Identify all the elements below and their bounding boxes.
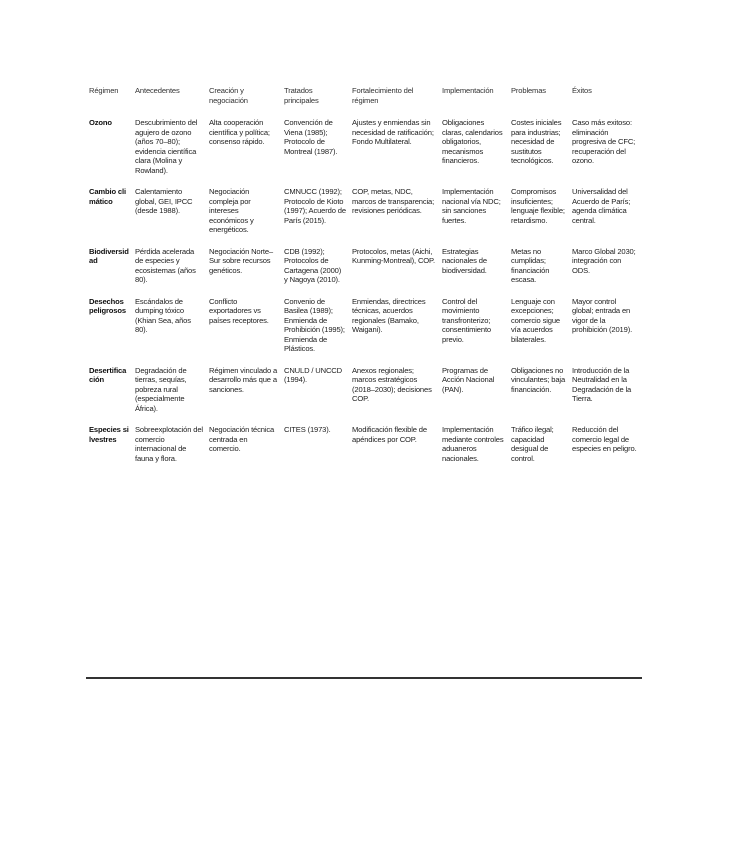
table-cell: Pérdida acelerada de especies y ecosistemas (años 80). — [135, 246, 196, 284]
table-cell: Negociación compleja por intereses económicos y energéticos. — [209, 187, 254, 234]
table-row — [86, 247, 642, 297]
regime-name-cell: Biodiversidad — [89, 246, 129, 265]
table-cell: Costes iniciales para industrias; necesidad de sustitutos tecnológicos. — [511, 118, 562, 165]
table-cell: Calentamiento global, GEI, IPCC (desde 1988). — [135, 187, 193, 215]
table-cell: CDB (1992); Protocolos de Cartagena (2000) y Nagoya (2010). — [284, 246, 342, 284]
header-cell: Creación y negociación — [209, 86, 248, 105]
table-cell: Metas no cumplidas; financiación escasa. — [511, 246, 550, 284]
table-row — [86, 118, 642, 187]
table-cell: Reducción del comercio legal de especies en peligro. — [572, 425, 637, 453]
table-cell: Alta cooperación científica y política; consenso rápido. — [209, 118, 270, 146]
table-cell: Obligaciones claras, calendarios obligatorios, mecanismos financieros. — [442, 118, 503, 165]
table-cell: Convenio de Basilea (1989); Enmienda de Prohibición (1995); Enmienda de Plásticos. — [284, 296, 345, 353]
header-cell: Éxitos — [572, 86, 592, 95]
table-cell: Sobreexplotación del comercio internacional de fauna y flora. — [135, 425, 203, 463]
table-cell: Negociación Norte–Sur sobre recursos genéticos. — [209, 246, 273, 275]
header-cell: Régimen — [89, 86, 119, 95]
regimes-table — [86, 86, 642, 475]
table-row — [86, 297, 642, 366]
table-cell: Enmiendas, directrices técnicas, acuerdos regionales (Bamako, Waigani). — [352, 296, 426, 334]
table-cell: Implementación nacional vía NDC; sin sanciones fuertes. — [442, 187, 501, 225]
table-cell: Programas de Acción Nacional (PAN). — [442, 365, 495, 394]
horizontal-rule — [86, 677, 642, 679]
header-cell: Problemas — [511, 86, 546, 95]
table-cell: Degradación de tierras, sequías, pobreza rural (especialmente África). — [135, 365, 187, 413]
table-cell: Estrategias nacionales de biodiversidad. — [442, 246, 487, 275]
table-cell: CMNUCC (1992); Protocolo de Kioto (1997); Acuerdo de París (2015). — [284, 187, 346, 225]
table-body — [86, 118, 642, 475]
table-cell: Modificación flexible de apéndices por COP. — [352, 425, 427, 444]
table-cell: Control del movimiento transfronterizo; consentimiento previo. — [442, 296, 491, 344]
table-cell: Escándalos de dumping tóxico (Khian Sea, años 80). — [135, 296, 191, 334]
table-cell: Descubrimiento del agujero de ozono (años 70–80); evidencia científica clara (Molina y Rowland). — [135, 118, 198, 175]
table-cell: Marco Global 2030; integración con ODS. — [572, 246, 636, 275]
table-cell: Tráfico ilegal; capacidad desigual de control. — [511, 425, 554, 463]
table-cell: Obligaciones no vinculantes; baja financiación. — [511, 365, 566, 394]
table-cell: Mayor control global; entrada en vigor de la prohibición (2019). — [572, 296, 633, 334]
header-cell: Antecedentes — [135, 86, 180, 95]
regime-name-cell: Desertificación — [89, 365, 127, 384]
table-cell: Negociación técnica centrada en comercio. — [209, 425, 275, 453]
table-cell: Introducción de la Neutralidad en la Degradación de la Tierra. — [572, 365, 632, 403]
table-cell: Protocolos, metas (Aichi, Kunming-Montreal), COP. — [352, 246, 435, 265]
table-cell: Lenguaje con excepciones; comercio sigue vía acuerdos bilaterales. — [511, 296, 560, 344]
table-cell: COP, metas, NDC, marcos de transparencia; revisiones periódicas. — [352, 187, 435, 215]
table-cell: Universalidad del Acuerdo de París; agenda climática central. — [572, 187, 631, 225]
table-cell: CNULD / UNCCD (1994). — [284, 365, 342, 384]
header-cell: Tratados principales — [284, 86, 319, 105]
regime-name-cell: Especies silvestres — [89, 425, 129, 444]
table-header — [86, 86, 642, 118]
table-cell: Convención de Viena (1985); Protocolo de Montreal (1987). — [284, 118, 338, 156]
table-cell: Caso más exitoso: eliminación progresiva de CFC; recuperación del ozono. — [572, 118, 636, 165]
table-cell: Régimen vinculado a desarrollo más que a sanciones. — [209, 365, 278, 394]
table-row — [86, 425, 642, 475]
table-cell: Implementación mediante controles aduaneros nacionales. — [442, 425, 504, 463]
table-row — [86, 187, 642, 247]
regime-name-cell: Desechos peligrosos — [89, 296, 126, 315]
regime-name-cell: Cambio climático — [89, 187, 126, 206]
table-cell: Anexos regionales; marcos estratégicos (2018–2030); decisiones COP. — [352, 365, 432, 403]
table-cell: CITES (1973). — [284, 425, 331, 434]
table-cell: Ajustes y enmiendas sin necesidad de ratificación; Fondo Multilateral. — [352, 118, 434, 146]
header-cell: Fortalecimiento del régimen — [352, 86, 414, 105]
header-row — [86, 86, 642, 118]
regime-name-cell: Ozono — [89, 118, 112, 127]
table-cell: Conflicto exportadores vs países receptores. — [209, 296, 269, 325]
header-cell: Implementación — [442, 86, 494, 95]
table-cell: Compromisos insuficientes; lenguaje flexible; retardismo. — [511, 187, 565, 225]
table-row — [86, 366, 642, 426]
